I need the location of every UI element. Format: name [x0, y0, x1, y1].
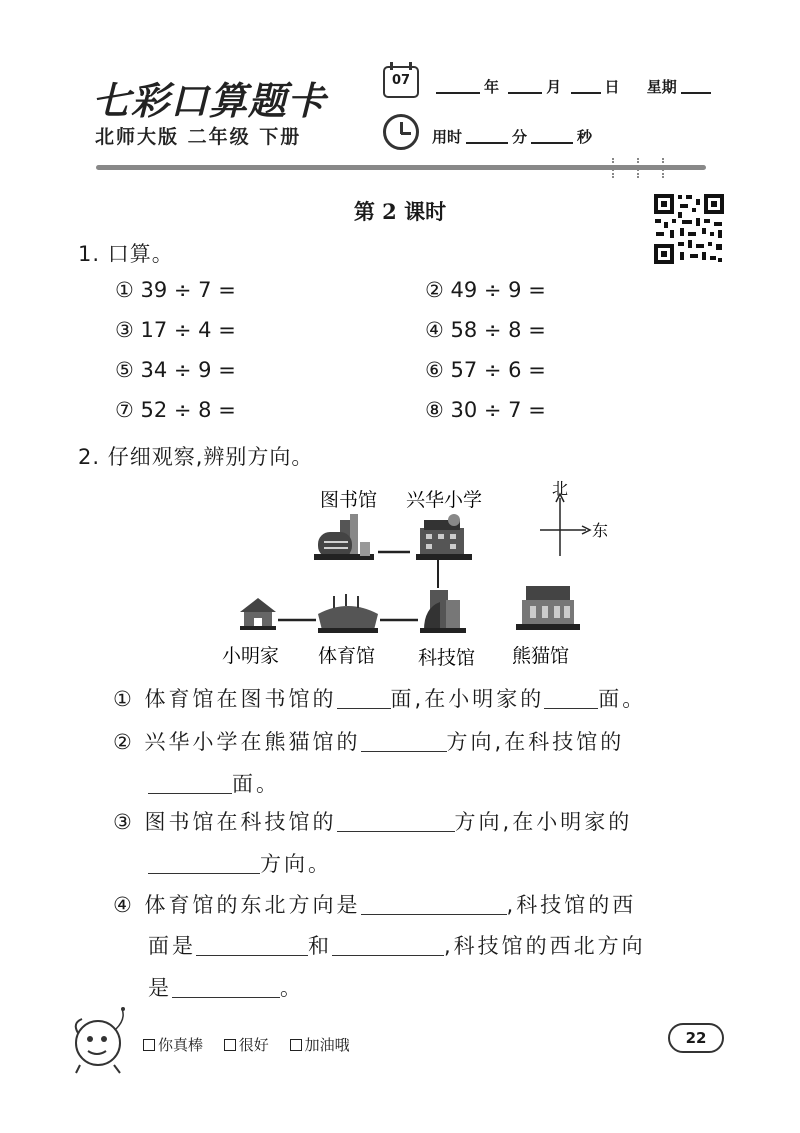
month-blank[interactable]	[508, 80, 542, 94]
q3-text-c: 方向。	[260, 852, 332, 876]
science-icon	[420, 590, 466, 633]
seconds-blank[interactable]	[531, 130, 573, 144]
subquestion-2	[113, 726, 624, 756]
q3-blank-1[interactable]	[337, 812, 455, 832]
checkbox-icon[interactable]	[143, 1039, 155, 1051]
map-label-library: 图书馆	[320, 489, 378, 511]
school-icon	[416, 514, 472, 560]
date-fields	[432, 76, 715, 97]
subquestion-4	[113, 889, 636, 919]
panda-icon	[516, 586, 580, 630]
checkbox-icon[interactable]	[224, 1039, 236, 1051]
q4-text-f: 是	[148, 976, 172, 1000]
divider-dots	[637, 158, 639, 178]
calendar-number: 07	[391, 73, 411, 88]
checkbox-icon[interactable]	[290, 1039, 302, 1051]
q1-text-a: ① 体育馆在图书馆的	[113, 687, 337, 711]
stadium-icon	[318, 594, 378, 633]
q4-blank-3[interactable]	[332, 936, 444, 956]
subquestion-4-cont2	[148, 972, 304, 1002]
compass-icon	[540, 494, 590, 556]
seconds-label: 秒	[577, 128, 593, 146]
q4-blank-4[interactable]	[172, 978, 280, 998]
minutes-label: 分	[512, 128, 528, 146]
mascot-icon	[68, 1003, 134, 1075]
rating-options	[143, 1034, 366, 1055]
q4-text-e: ,科技馆的西北方向	[444, 934, 646, 958]
q3-text-a: ③ 图书馆在科技馆的	[113, 810, 337, 834]
lesson-title: 第 2 课时	[353, 199, 447, 224]
rating-keep-going[interactable]: 加油哦	[290, 1036, 350, 1054]
q4-text-a: ④ 体育馆的东北方向是	[113, 893, 361, 917]
q4-text-g: 。	[280, 976, 304, 1000]
map-label-panda: 熊猫馆	[512, 645, 570, 667]
q2-text-a: ② 兴华小学在熊猫馆的	[113, 730, 361, 754]
q4-blank-2[interactable]	[196, 936, 308, 956]
time-used-label: 用时	[432, 128, 463, 146]
direction-map	[210, 470, 630, 680]
calc-item-5: ⑤ 34 ÷ 9 =	[115, 358, 236, 382]
day-blank[interactable]	[571, 80, 601, 94]
divider-dots	[612, 158, 614, 178]
calc-item-1: ① 39 ÷ 7 =	[115, 278, 236, 302]
q4-text-c: 面是	[148, 934, 196, 958]
calc-item-7: ⑦ 52 ÷ 8 =	[115, 398, 236, 422]
q1-text-b: 面,在小明家的	[390, 687, 545, 711]
calc-item-3: ③ 17 ÷ 4 =	[115, 318, 236, 342]
calc-item-6: ⑥ 57 ÷ 6 =	[425, 358, 546, 382]
day-label: 日	[604, 78, 620, 96]
subquestion-4-cont	[148, 930, 646, 960]
q2-blank-2[interactable]	[148, 774, 232, 794]
q3-text-b: 方向,在小明家的	[454, 810, 633, 834]
map-label-east: 东	[592, 521, 609, 540]
qr-code	[652, 192, 726, 266]
subquestion-3-cont	[148, 848, 332, 878]
rating-great[interactable]: 你真棒	[143, 1036, 203, 1054]
map-label-stadium: 体育馆	[318, 645, 376, 667]
q2-text-b: 方向,在科技馆的	[446, 730, 625, 754]
q4-blank-1[interactable]	[361, 895, 507, 915]
rating-good[interactable]: 很好	[224, 1036, 269, 1054]
q1-text-c: 面。	[598, 687, 647, 711]
q2-blank-1[interactable]	[361, 732, 447, 752]
q4-text-b: ,科技馆的西	[506, 893, 637, 917]
minutes-blank[interactable]	[466, 130, 508, 144]
month-label: 月	[546, 78, 562, 96]
page-number: 22	[668, 1023, 724, 1053]
divider-dots	[662, 158, 664, 178]
home-icon	[240, 598, 276, 630]
subquestion-2-cont	[148, 768, 280, 798]
library-icon	[314, 514, 374, 560]
section1-title: 1. 口算。	[78, 242, 174, 266]
q1-blank-2[interactable]	[544, 689, 598, 709]
section2-title: 2. 仔细观察,辨别方向。	[78, 445, 314, 469]
header-divider	[96, 165, 706, 170]
map-label-school: 兴华小学	[406, 489, 483, 511]
map-label-home: 小明家	[222, 645, 280, 667]
year-label: 年	[484, 78, 500, 96]
subquestion-3	[113, 806, 632, 836]
clock-icon	[383, 114, 419, 150]
calc-item-8: ⑧ 30 ÷ 7 =	[425, 398, 546, 422]
map-label-science: 科技馆	[418, 647, 476, 669]
map-label-north: 北	[552, 479, 569, 498]
q2-text-c: 面。	[232, 772, 280, 796]
calc-item-4: ④ 58 ÷ 8 =	[425, 318, 546, 342]
weekday-label: 星期	[646, 78, 677, 96]
q4-text-d: 和	[308, 934, 332, 958]
calendar-icon	[383, 66, 419, 98]
calc-item-2: ② 49 ÷ 9 =	[425, 278, 546, 302]
time-fields	[432, 126, 592, 147]
brand-title: 七彩口算题卡	[92, 79, 327, 123]
subquestion-1	[113, 683, 646, 713]
q3-blank-2[interactable]	[148, 854, 260, 874]
year-blank[interactable]	[436, 80, 480, 94]
edition-label: 北师大版 二年级 下册	[95, 126, 302, 148]
q1-blank-1[interactable]	[337, 689, 391, 709]
weekday-blank[interactable]	[681, 80, 711, 94]
